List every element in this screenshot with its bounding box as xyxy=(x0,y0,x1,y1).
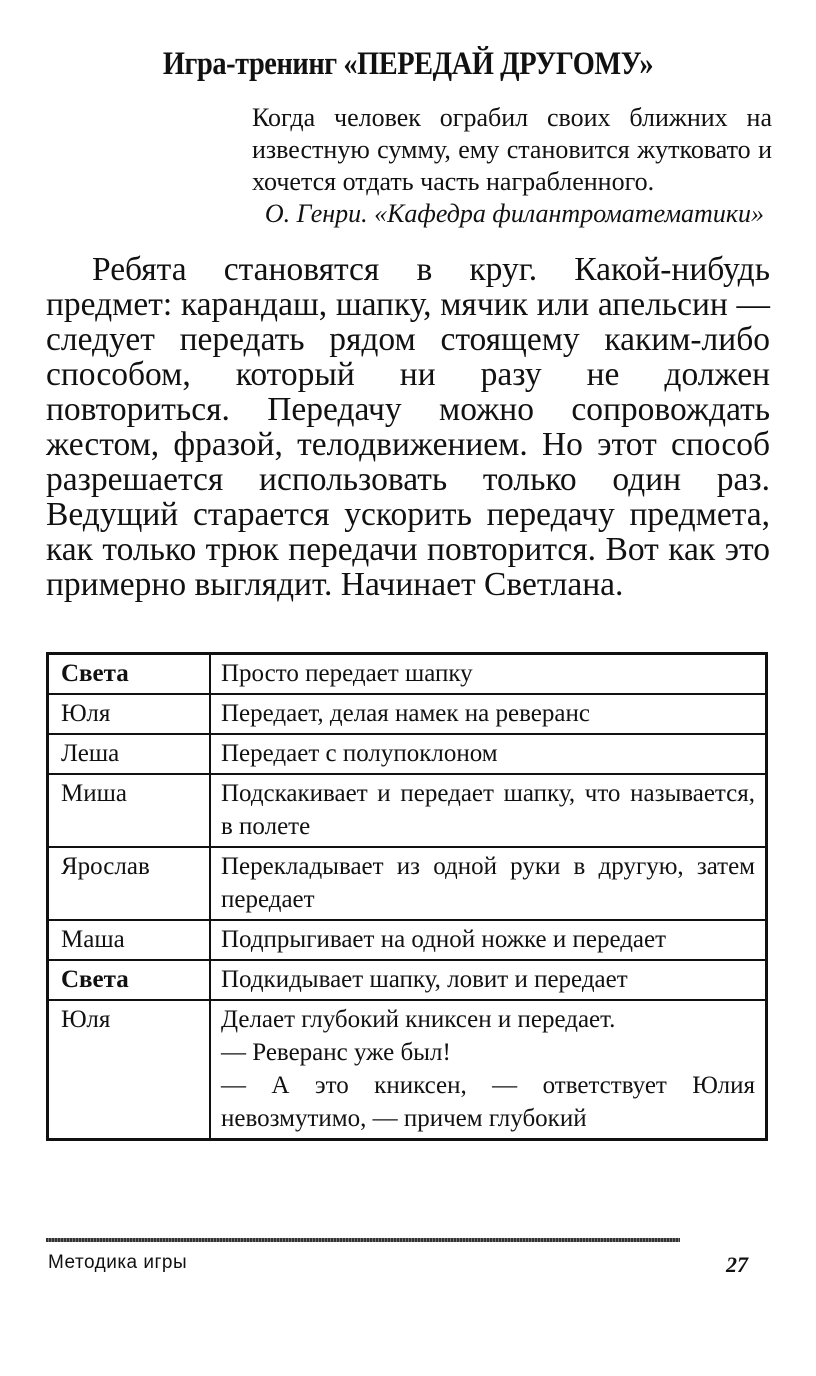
page-number: 27 xyxy=(726,1252,748,1277)
participant-name: Леша xyxy=(48,734,211,774)
table-row xyxy=(48,847,767,920)
participant-action xyxy=(210,1000,767,1140)
table-row xyxy=(48,960,767,1000)
participant-name: Юля xyxy=(48,694,211,734)
footer-divider xyxy=(46,1238,680,1242)
participant-action: Подскакивает и передает шапку, что называется, в полете xyxy=(210,774,767,847)
participant-action: Передает с полупоклоном xyxy=(210,734,767,774)
table-row xyxy=(48,1000,767,1140)
page-title: Игра-тренинг «ПЕРЕДАЙ ДРУГОМУ» xyxy=(162,46,654,82)
epigraph-text: Когда человек ограбил своих ближних на известную сумму, ему становится жутковато и хочется отдать часть награбленного. xyxy=(252,103,772,196)
participant-name: Света xyxy=(48,960,211,1000)
participant-name: Юля xyxy=(48,1000,211,1140)
table-row xyxy=(48,774,767,847)
participant-action: Подкидывает шапку, ловит и передает xyxy=(210,960,767,1000)
epigraph xyxy=(252,102,772,230)
participant-action: Просто передает шапку xyxy=(210,654,767,695)
table-row xyxy=(48,734,767,774)
dialogue-line: — Реверанс уже был! xyxy=(221,1039,451,1066)
table-row xyxy=(48,654,767,695)
participant-name: Маша xyxy=(48,920,211,960)
action-line: Делает глубокий книксен и передает. xyxy=(221,1006,616,1033)
participant-name: Ярослав xyxy=(48,847,211,920)
participant-name: Света xyxy=(48,654,211,695)
table-row xyxy=(48,920,767,960)
epigraph-author: О. Генри. «Кафедра филантроматематики» xyxy=(264,199,764,228)
participant-name: Миша xyxy=(48,774,211,847)
footer-section-title: Методика игры xyxy=(48,1252,188,1273)
game-table xyxy=(46,652,768,1141)
body-paragraph: Ребята становятся в круг. Какой-нибудь предмет: карандаш, шапку, мячик или апельсин — следует передать рядом стоящему каким-либо способом, который ни разу не должен повториться. Передачу можно сопровождать жестом, фразой, телодвижением. Но этот способ разрешается использовать только один раз. Ведущий старается ускорить передачу предмета, как только трюк передачи повторится. Вот как это примерно выглядит. Начинает Светлана. xyxy=(46,251,770,603)
participant-action: Подпрыгивает на одной ножке и передает xyxy=(210,920,767,960)
participant-action: Передает, делая намек на реверанс xyxy=(210,694,767,734)
participant-action: Перекладывает из одной руки в другую, затем передает xyxy=(210,847,767,920)
table-row xyxy=(48,694,767,734)
dialogue-line: — А это книксен, — ответствует Юлия невозмутимо, — причем глубокий xyxy=(221,1072,755,1132)
